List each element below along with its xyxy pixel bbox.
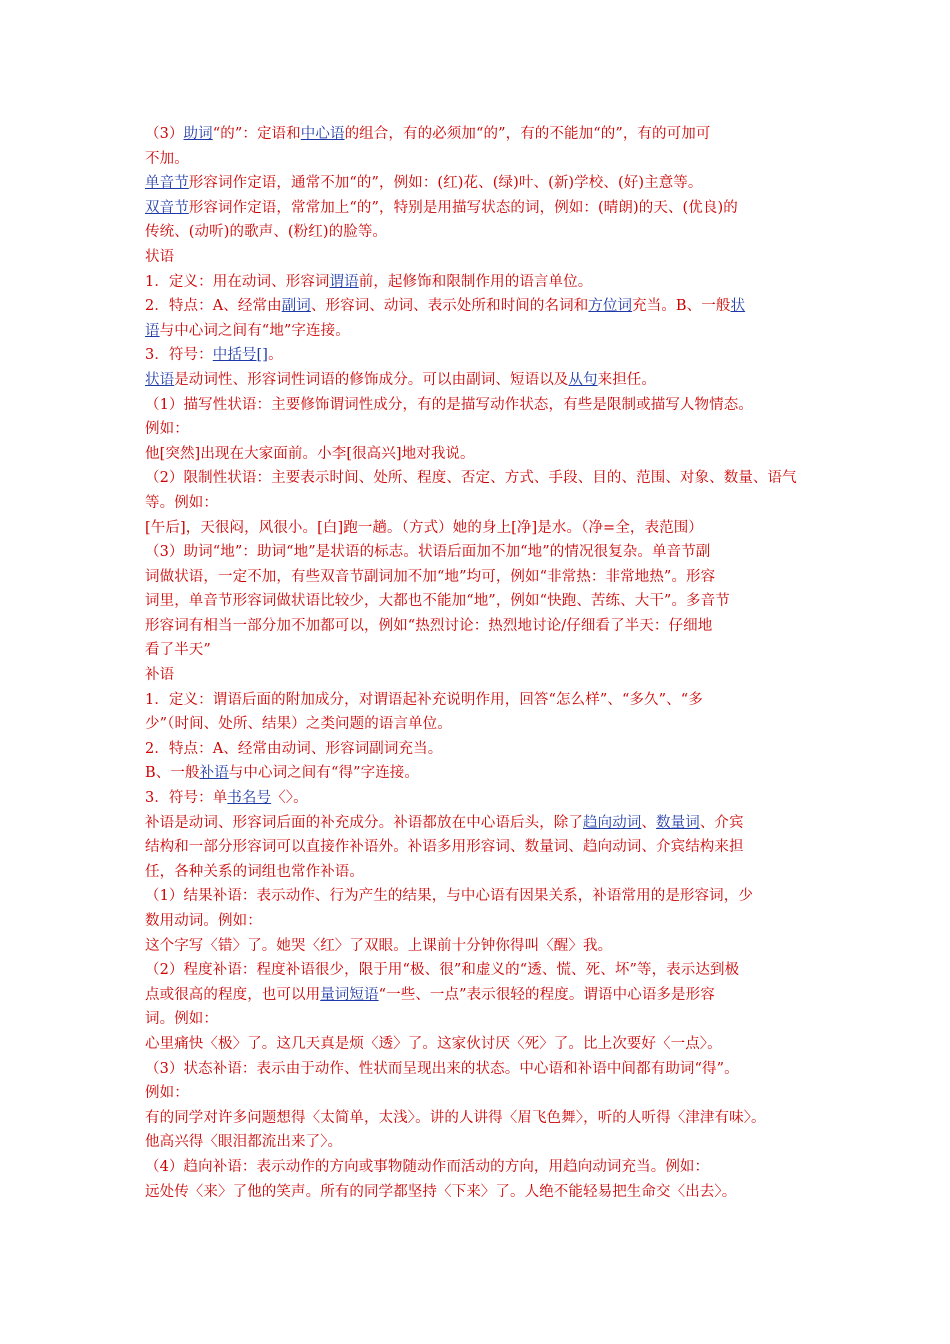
text-span: B、一般 [145, 765, 200, 782]
text-span: 任，各种关系的词组也常作补语。 [145, 863, 364, 880]
text-span: 、形容词、动词、表示处所和时间的名词和 [310, 298, 589, 315]
text-line [145, 1180, 817, 1205]
text-span: [午后]，天很闷，风很小。[白]跑一趟。（方式）她的身上[净]是水。（净=全，表范围） [145, 519, 703, 536]
text-line [145, 147, 817, 172]
text-span: 词。例如： [145, 1011, 218, 1028]
text-span: 、介宾 [699, 814, 744, 831]
text-span: 他高兴得〈眼泪都流出来了〉。 [145, 1134, 343, 1151]
text-span: （1）描写性状语：主要修饰谓词性成分，有的是描写动作状态，有些是限制或描写人物情态。 [145, 396, 753, 413]
term-link[interactable]: 语 [145, 322, 160, 339]
text-line [145, 1007, 817, 1032]
text-line [145, 958, 817, 983]
text-span: 前，起修饰和限制作用的语言单位。 [358, 273, 593, 290]
text-span: 、 [641, 814, 657, 831]
text-span: 状语 [145, 248, 175, 265]
term-link[interactable]: 量词短语 [320, 986, 379, 1003]
text-span: 形容词有相当一部分加不加都可以，例如“热烈讨论：热烈地讨论/仔细看了半天：仔细地 [145, 617, 713, 634]
term-link[interactable]: 助词 [183, 126, 213, 142]
text-span: （3）状态补语：表示由于动作、性状而呈现出来的状态。中心语和补语中间都有助词“得”。 [145, 1060, 739, 1077]
text-line [145, 1032, 817, 1057]
text-span: 3．符号：单 [145, 790, 228, 807]
text-line [145, 220, 817, 245]
term-link[interactable]: 中心语 [300, 126, 345, 142]
text-span: 例如： [145, 1085, 189, 1102]
text-span: 1．定义：用在动词、形容词 [145, 273, 330, 290]
text-line [145, 196, 817, 221]
text-span: 是动词性、形容词性词语的修饰成分。可以由副词、短语以及 [174, 371, 569, 388]
text-line [145, 688, 817, 713]
term-link[interactable]: 数量词 [656, 814, 700, 831]
text-span: “的”：定语和 [212, 126, 301, 142]
text-span: 补语是动词、形容词后面的补充成分。补语都放在中心语后头，除了 [145, 814, 583, 831]
text-span: 例如： [145, 421, 189, 438]
text-span: “一些、一点”表示很轻的程度。谓语中心语多是形容 [378, 986, 715, 1003]
text-line [145, 835, 817, 860]
text-line [145, 516, 817, 541]
text-line [145, 1130, 817, 1155]
text-line [145, 589, 817, 614]
text-line [145, 442, 817, 467]
text-line [145, 565, 817, 590]
text-span: 远处传〈来〉了他的笑声。所有的同学都坚持〈下来〉了。人绝不能轻易把生命交〈出去〉。 [145, 1183, 737, 1200]
text-span: （2）程度补语：程度补语很少，限于用“极、很”和虚义的“透、慌、死、坏”等，表示达到极 [145, 962, 740, 979]
text-span: 1．定义：谓语后面的附加成分，对谓语起补充说明作用，回答“怎么样”、“多久”、“多 [145, 691, 703, 708]
text-line [145, 368, 817, 393]
text-span: 数用动词。例如： [145, 913, 262, 929]
text-span: 3．符号： [145, 347, 213, 364]
text-line [145, 1081, 817, 1106]
text-span: 与中心词之间有“得”字连接。 [228, 765, 419, 782]
text-line [145, 393, 817, 418]
text-span: 词里，单音节形容词做状语比较少，大都也不能加“地”，例如“快跑、苦练、大干”。多音节 [145, 593, 730, 610]
term-link[interactable]: 趋向动词 [583, 814, 642, 831]
text-line [145, 122, 817, 147]
text-span: （2）限制性状语：主要表示时间、处所、程度、否定、方式、手段、目的、范围、对象、数量、语气 [145, 470, 797, 487]
term-link[interactable]: 从句 [568, 371, 598, 388]
term-link[interactable]: 谓语 [329, 273, 359, 290]
text-line [145, 737, 817, 762]
term-link[interactable]: 书名号 [227, 790, 272, 807]
text-span: 〈〉。 [271, 790, 308, 807]
text-line [145, 319, 817, 344]
text-span: 结构和一部分形容词可以直接作补语外。补语多用形容词、数量词、趋向动词、介宾结构来担 [145, 839, 744, 856]
text-span: 形容词作定语，通常不加“的”，例如：(红)花、(绿)叶、(新)学校、(好)主意等。 [188, 175, 703, 192]
text-span: 有的同学对许多问题想得〈太简单，太浅〉。讲的人讲得〈眉飞色舞〉，听的人听得〈津津有味〉。 [145, 1109, 766, 1126]
text-line [145, 786, 817, 811]
text-line [145, 712, 817, 737]
text-span: 来担任。 [597, 371, 657, 388]
text-span: 点或很高的程度，也可以用 [145, 986, 321, 1003]
text-line [145, 934, 817, 959]
text-line [145, 1106, 817, 1131]
text-line [145, 860, 817, 885]
text-line [145, 466, 817, 491]
term-link[interactable]: 副词 [281, 298, 311, 315]
text-line [145, 417, 817, 442]
text-line [145, 983, 817, 1008]
text-span: 词做状语，一定不加，有些双音节副词加不加“地”均可，例如“非常热：非常地热”。形容 [145, 568, 716, 585]
text-line [145, 638, 817, 663]
text-span: 看了半天” [145, 642, 211, 659]
text-span: （3）助词“地”：助词“地”是状语的标志。状语后面加不加“地”的情况很复杂。单音节副 [145, 544, 711, 561]
text-span: 充当。B、一般 [632, 298, 731, 315]
term-link[interactable]: 双音节 [145, 199, 189, 216]
text-line [145, 491, 817, 516]
text-line [145, 343, 817, 368]
document-body [145, 122, 817, 1204]
term-link[interactable]: 状 [730, 298, 746, 315]
term-link[interactable]: 状语 [145, 371, 175, 388]
text-line [145, 663, 817, 688]
text-line [145, 171, 817, 196]
term-link[interactable]: 方位词 [588, 298, 633, 315]
text-line [145, 811, 817, 836]
text-span: 补语 [145, 667, 175, 684]
text-line [145, 761, 817, 786]
text-span: 等。例如： [145, 494, 218, 511]
text-span: 他[突然]出现在大家面前。小李[很高兴]地对我说。 [145, 445, 475, 462]
text-span: 2．特点：A、经常由 [145, 298, 282, 315]
text-line [145, 884, 817, 909]
text-line [145, 1057, 817, 1082]
text-line [145, 270, 817, 295]
text-line [145, 245, 817, 270]
text-span: （3） [145, 126, 184, 142]
term-link[interactable]: 中括号[] [212, 347, 269, 364]
text-span: 2．特点：A、经常由动词、形容词副词充当。 [145, 740, 443, 757]
text-span: 。 [268, 347, 283, 364]
term-link[interactable]: 单音节 [145, 175, 189, 192]
text-line [145, 614, 817, 639]
text-span: 的组合，有的必须加“的”，有的不能加“的”，有的可加可 [344, 126, 711, 142]
term-link[interactable]: 补语 [199, 765, 229, 782]
text-span: 传统、(动听)的歌声、(粉红)的脸等。 [145, 224, 388, 241]
text-span: 少”（时间、处所、结果）之类问题的语言单位。 [145, 716, 452, 733]
text-line [145, 1155, 817, 1180]
text-span: 心里痛快〈极〉了。这几天真是烦〈透〉了。这家伙讨厌〈死〉了。比上次要好〈一点〉。 [145, 1035, 722, 1052]
text-span: （4）趋向补语：表示动作的方向或事物随动作而活动的方向，用趋向动词充当。例如： [145, 1158, 710, 1175]
text-span: 与中心词之间有“地”字连接。 [159, 322, 350, 339]
text-span: 形容词作定语，常常加上“的”，特别是用描写状态的词，例如：(晴朗)的天、(优良)的 [188, 199, 738, 216]
text-line [145, 294, 817, 319]
text-span: （1）结果补语：表示动作、行为产生的结果，与中心语有因果关系，补语常用的是形容词，少 [145, 888, 753, 905]
text-line [145, 540, 817, 565]
text-span: 不加。 [145, 150, 189, 167]
text-span: 这个字写〈错〉了。她哭〈红〉了双眼。上课前十分钟你得叫〈醒〉我。 [145, 937, 613, 954]
text-line [145, 909, 817, 934]
